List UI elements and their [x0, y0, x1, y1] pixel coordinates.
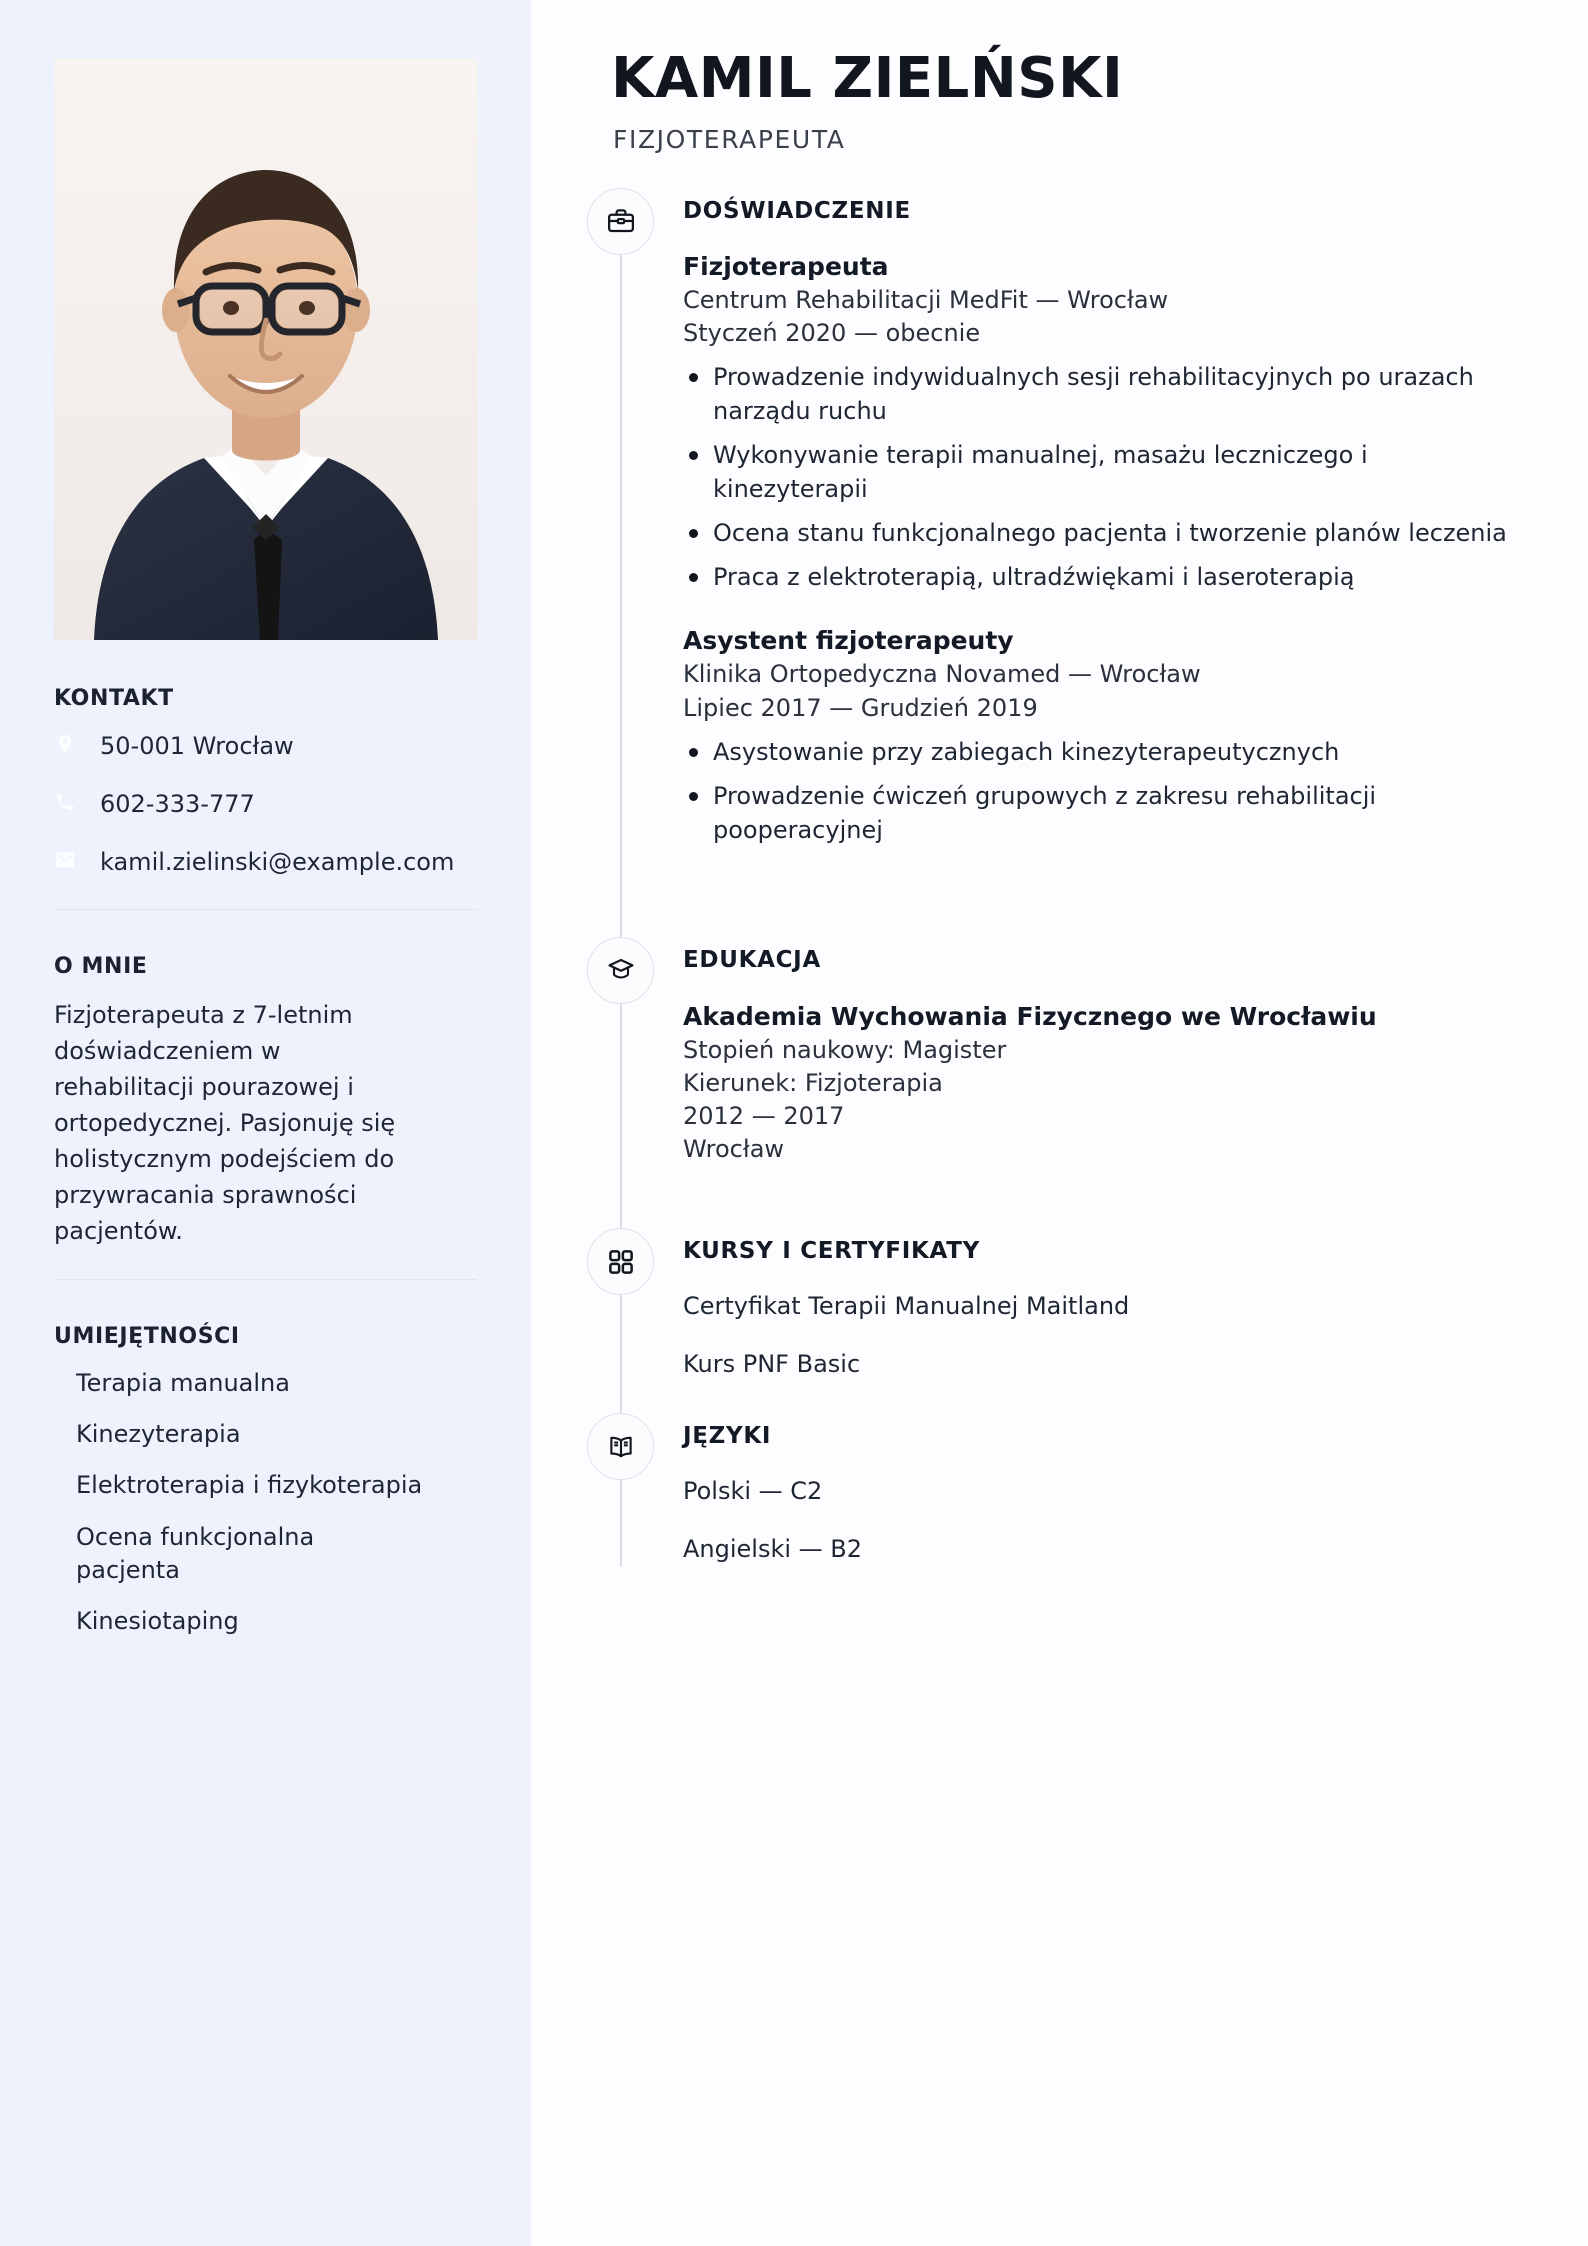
education-entry — [683, 999, 1532, 1166]
sidebar-divider-2 — [54, 1279, 477, 1280]
graduation-cap-icon — [587, 937, 654, 1004]
education-school: Akademia Wychowania Fizycznego we Wrocławiu — [683, 1001, 1377, 1031]
job-role: Asystent fizjoterapeuty — [683, 626, 1014, 656]
contact-section — [0, 686, 531, 879]
languages-heading: JĘZYKI — [683, 1423, 772, 1450]
section-experience — [683, 198, 1532, 847]
job-company: Centrum Rehabilitacji MedFit — Wrocław — [683, 285, 1169, 314]
phone-icon — [54, 791, 80, 813]
contact-heading: KONTAKT — [54, 686, 174, 711]
briefcase-icon — [587, 188, 654, 255]
job-dates: Styczeń 2020 — obecnie — [683, 318, 981, 347]
list-item: Certyfikat Terapii Manualnej Maitland — [683, 1292, 1130, 1321]
profile-photo-icon — [54, 58, 478, 640]
avatar — [54, 58, 478, 640]
education-heading: EDUKACJA — [683, 946, 821, 973]
page-title: KAMIL ZIELŃSKI — [611, 46, 1124, 111]
skills-heading: UMIEJĘTNOŚCI — [54, 1324, 240, 1350]
education-city: Wrocław — [683, 1135, 785, 1164]
list-item: Angielski — B2 — [683, 1535, 863, 1564]
list-item: Terapia manualna — [76, 1369, 290, 1398]
list-item: Kinesiotaping — [76, 1606, 239, 1635]
list-item: Asystowanie przy zabiegach kinezyterapeutycznych — [709, 735, 1532, 769]
contact-phone-value: 602-333-777 — [100, 790, 255, 819]
skills-section — [0, 1324, 531, 1638]
list-item: Praca z elektroterapią, ultradźwiękami i laseroterapią — [709, 560, 1532, 594]
job-company: Klinika Ortopedyczna Novamed — Wrocław — [683, 660, 1201, 689]
contact-item-email[interactable] — [54, 845, 477, 879]
list-item: Prowadzenie ćwiczeń grupowych z zakresu rehabilitacji pooperacyjnej — [709, 779, 1532, 847]
section-courses — [683, 1238, 1532, 1381]
list-item: Polski — C2 — [683, 1477, 823, 1506]
timeline — [587, 198, 1532, 1567]
sidebar-divider-1 — [54, 909, 477, 910]
open-book-icon — [587, 1413, 654, 1480]
location-icon — [54, 733, 80, 755]
job-title-subtitle: FIZJOTERAPEUTA — [613, 124, 846, 154]
about-section — [0, 954, 531, 1249]
job-bullet-list — [683, 360, 1532, 594]
list-item: Ocena funkcjonalna pacjenta — [76, 1522, 315, 1584]
section-languages — [683, 1423, 1532, 1566]
list-item: Ocena stanu funkcjonalnego pacjenta i tworzenie planów leczenia — [709, 516, 1532, 550]
about-heading: O MNIE — [54, 954, 148, 980]
list-item: Wykonywanie terapii manualnej, masażu leczniczego i kinezyterapii — [709, 438, 1513, 506]
about-text: Fizjoterapeuta z 7-letnim doświadczeniem w rehabilitacji pourazowej i ortopedycznej. Pasjonuję się holistycznym podejściem do przywracania sprawności pacjentów. — [54, 1001, 396, 1246]
timeline-rail — [620, 224, 622, 1567]
email-icon — [54, 849, 80, 871]
sidebar — [0, 0, 531, 2246]
education-dates: 2012 — 2017 — [683, 1102, 845, 1131]
grid-squares-icon — [587, 1228, 654, 1295]
contact-item-phone[interactable] — [54, 787, 477, 821]
list-item: Elektroterapia i fizykoterapia — [76, 1471, 423, 1500]
courses-heading: KURSY I CERTYFIKATY — [683, 1238, 980, 1265]
job-role: Fizjoterapeuta — [683, 251, 889, 281]
contact-email-value: kamil.zielinski@example.com — [100, 848, 455, 877]
list-item: Kurs PNF Basic — [683, 1349, 861, 1378]
experience-entry — [683, 624, 1532, 846]
list-item: Kinezyterapia — [76, 1420, 241, 1449]
section-education — [683, 947, 1532, 1166]
list-item: Prowadzenie indywidualnych sesji rehabilitacyjnych po urazach narządu ruchu — [709, 360, 1532, 428]
contact-address-value: 50-001 Wrocław — [100, 732, 294, 760]
experience-heading: DOŚWIADCZENIE — [683, 197, 911, 224]
contact-item-address[interactable] — [54, 729, 477, 763]
job-bullet-list — [683, 735, 1532, 847]
job-dates: Lipiec 2017 — Grudzień 2019 — [683, 693, 1038, 722]
education-field: Kierunek: Fizjoterapia — [683, 1068, 943, 1097]
experience-entry — [683, 250, 1532, 595]
education-degree: Stopień naukowy: Magister — [683, 1035, 1007, 1064]
main-content — [531, 0, 1588, 2246]
